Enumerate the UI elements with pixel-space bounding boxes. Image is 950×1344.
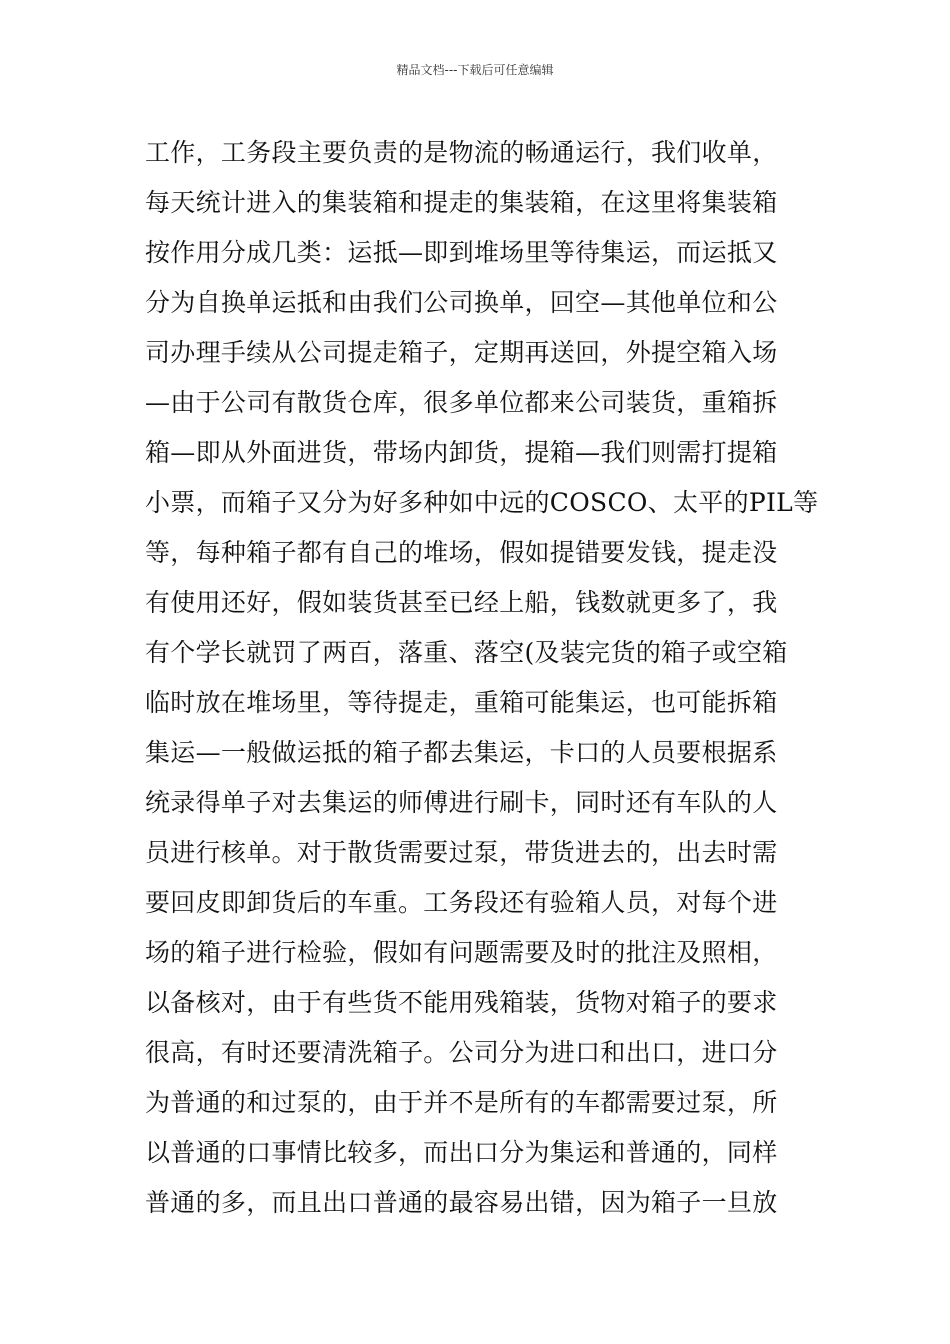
text-line: —由于公司有散货仓库，很多单位都来公司装货，重箱拆 xyxy=(145,388,778,417)
text-line: 箱—即从外面进货，带场内卸货，提箱—我们则需打提箱 xyxy=(145,438,778,467)
text-line: 司办理手续从公司提走箱子，定期再送回，外提空箱入场 xyxy=(145,338,778,367)
text-line: 以备核对，由于有些货不能用残箱装，货物对箱子的要求 xyxy=(145,988,778,1017)
text-line: 为普通的和过泵的，由于并不是所有的车都需要过泵，所 xyxy=(145,1088,778,1117)
text-line: 要回皮即卸货后的车重。工务段还有验箱人员，对每个进 xyxy=(145,888,778,917)
text-line: 有个学长就罚了两百，落重、落空(及装完货的箱子或空箱 xyxy=(145,638,788,667)
text-line: 小票，而箱子又分为好多种如中远的COSCO、太平的PIL等 xyxy=(145,488,819,517)
body-text xyxy=(145,128,819,1228)
text-line: 工作，工务段主要负责的是物流的畅通运行，我们收单， xyxy=(145,138,778,167)
text-line: 临时放在堆场里，等待提走，重箱可能集运，也可能拆箱 xyxy=(145,688,778,717)
text-line: 按作用分成几类：运抵—即到堆场里等待集运，而运抵又 xyxy=(145,238,778,267)
text-line: 很高，有时还要清洗箱子。公司分为进口和出口，进口分 xyxy=(145,1038,778,1067)
text-line: 每天统计进入的集装箱和提走的集装箱，在这里将集装箱 xyxy=(145,188,778,217)
text-line: 统录得单子对去集运的师傅进行刷卡，同时还有车队的人 xyxy=(145,788,778,817)
text-line: 场的箱子进行检验，假如有问题需要及时的批注及照相， xyxy=(145,938,778,967)
text-line: 分为自换单运抵和由我们公司换单，回空—其他单位和公 xyxy=(145,288,778,317)
text-line: 以普通的口事情比较多，而出口分为集运和普通的，同样 xyxy=(145,1138,778,1167)
text-line: 有使用还好，假如装货甚至已经上船，钱数就更多了，我 xyxy=(145,588,778,617)
text-line: 普通的多，而且出口普通的最容易出错，因为箱子一旦放 xyxy=(145,1188,778,1217)
text-line: 集运—一般做运抵的箱子都去集运，卡口的人员要根据系 xyxy=(145,738,778,767)
text-line: 员进行核单。对于散货需要过泵，带货进去的，出去时需 xyxy=(145,838,778,867)
text-line: 等，每种箱子都有自己的堆场，假如提错要发钱，提走没 xyxy=(145,538,778,567)
page-header: 精品文档---下载后可任意编辑 xyxy=(396,63,554,77)
